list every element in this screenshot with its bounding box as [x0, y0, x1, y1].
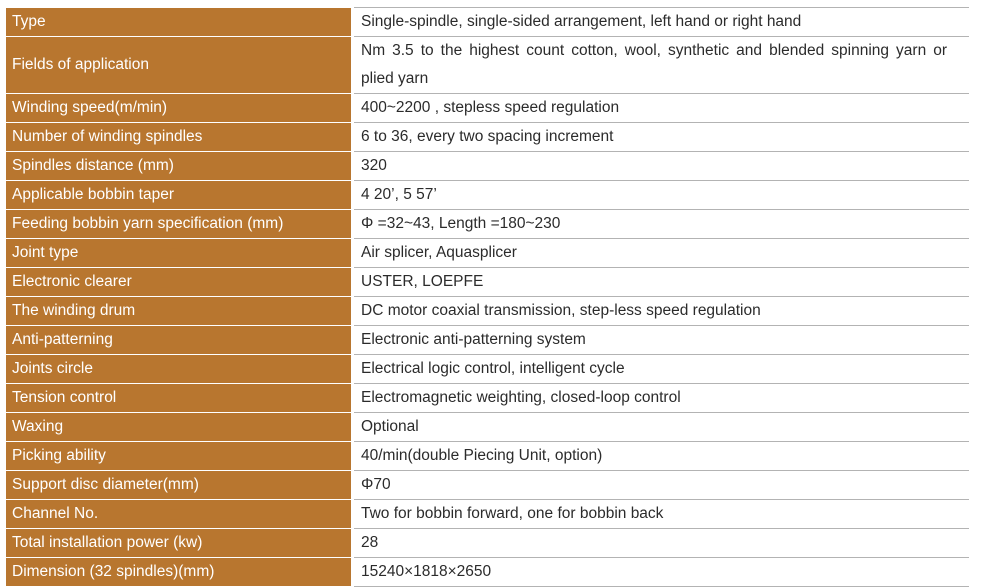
table-row	[6, 529, 969, 558]
row-value-text: Nm 3.5 to the highest count cotton, wool, synthetic and blended spinning yarn or plied yarn	[361, 42, 947, 87]
row-label: Spindles distance (mm)	[6, 152, 353, 181]
row-value-text: DC motor coaxial transmission, step-less speed regulation	[361, 302, 761, 319]
table-row	[6, 355, 969, 384]
row-value-text: Single-spindle, single-sided arrangement, left hand or right hand	[361, 13, 802, 30]
table-row	[6, 152, 969, 181]
row-label: Type	[6, 8, 353, 37]
row-label: Total installation power (kw)	[6, 529, 353, 558]
row-value-text: 320	[361, 157, 387, 174]
table-row	[6, 123, 969, 152]
row-value-text: Φ70	[361, 476, 391, 493]
row-value	[353, 442, 970, 471]
row-label: Dimension (32 spindles)(mm)	[6, 558, 353, 587]
row-label: Electronic clearer	[6, 268, 353, 297]
row-label: Channel No.	[6, 500, 353, 529]
row-value	[353, 355, 970, 384]
row-value	[353, 181, 970, 210]
row-value	[353, 8, 970, 37]
row-value	[353, 123, 970, 152]
table-row	[6, 413, 969, 442]
row-value	[353, 152, 970, 181]
table-row	[6, 268, 969, 297]
table-row	[6, 471, 969, 500]
table-row	[6, 558, 969, 587]
row-value-text: 40/min(double Piecing Unit, option)	[361, 447, 603, 464]
table-row	[6, 94, 969, 123]
row-value-text: Air splicer, Aquasplicer	[361, 244, 517, 261]
row-label: The winding drum	[6, 297, 353, 326]
row-value-text: 6 to 36, every two spacing increment	[361, 128, 614, 145]
row-value-text: Electronic anti-patterning system	[361, 331, 586, 348]
spec-table	[6, 7, 969, 587]
row-label: Picking ability	[6, 442, 353, 471]
row-value-text: Two for bobbin forward, one for bobbin back	[361, 505, 664, 522]
row-label: Joints circle	[6, 355, 353, 384]
row-label: Applicable bobbin taper	[6, 181, 353, 210]
table-row	[6, 210, 969, 239]
table-row	[6, 181, 969, 210]
row-label: Feeding bobbin yarn specification (mm)	[6, 210, 353, 239]
row-value-text: 400~2200 , stepless speed regulation	[361, 99, 620, 116]
row-label: Support disc diameter(mm)	[6, 471, 353, 500]
table-row	[6, 500, 969, 529]
table-row	[6, 326, 969, 355]
row-label: Waxing	[6, 413, 353, 442]
row-label: Anti-patterning	[6, 326, 353, 355]
row-value	[353, 558, 970, 587]
row-value	[353, 268, 970, 297]
row-label: Tension control	[6, 384, 353, 413]
row-value	[353, 239, 970, 268]
row-label: Fields of application	[6, 37, 353, 94]
row-value	[353, 297, 970, 326]
row-value	[353, 37, 970, 94]
table-row	[6, 37, 969, 94]
row-value	[353, 500, 970, 529]
row-value-text: 15240×1818×2650	[361, 563, 492, 580]
row-value	[353, 326, 970, 355]
row-value-text: Electromagnetic weighting, closed-loop control	[361, 389, 681, 406]
row-value-text: Optional	[361, 418, 419, 435]
table-row	[6, 239, 969, 268]
row-label: Winding speed(m/min)	[6, 94, 353, 123]
row-value-text: Φ =32~43, Length =180~230	[361, 215, 561, 232]
row-label: Number of winding spindles	[6, 123, 353, 152]
table-row	[6, 442, 969, 471]
row-value	[353, 471, 970, 500]
row-value	[353, 384, 970, 413]
table-row	[6, 8, 969, 37]
row-value-text: USTER, LOEPFE	[361, 273, 484, 290]
row-value	[353, 210, 970, 239]
row-value-text: Electrical logic control, intelligent cycle	[361, 360, 625, 377]
table-row	[6, 297, 969, 326]
row-value	[353, 529, 970, 558]
row-value	[353, 94, 970, 123]
row-value-text: 28	[361, 534, 379, 551]
row-value	[353, 413, 970, 442]
table-row	[6, 384, 969, 413]
row-label: Joint type	[6, 239, 353, 268]
row-value-text: 4 20’, 5 57’	[361, 186, 437, 203]
